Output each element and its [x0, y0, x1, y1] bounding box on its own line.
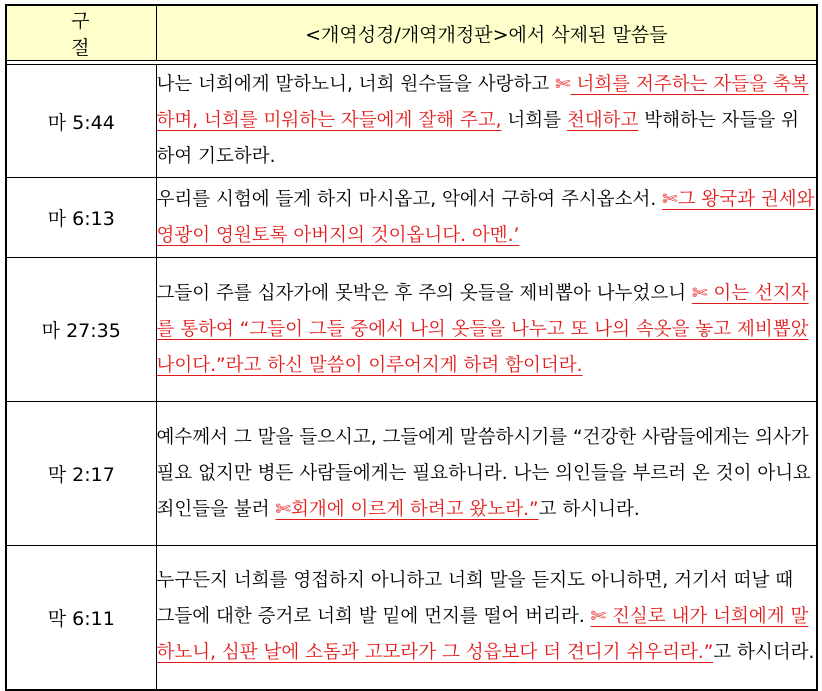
table-row: [6, 65, 817, 178]
verse-ref: 마 5:44: [6, 65, 156, 178]
verse-text: [156, 65, 817, 178]
verse-text-kept: 누구든지 너희를 영접하지 아니하고 너희 말을 듣지도 아니하면, 거기서 떠날 때 그들에 대한 증거로 너희 발 밑에 먼지를 떨어 버리라.: [156, 570, 794, 628]
scissors-icon: ✄: [691, 282, 708, 304]
verse-text-kept: 예수께서 그 말을 들으시고, 그들에게 말씀하시기를 “건강한 사람들에게는 의사가 필요 없지만 병든 사람들에게는 필요하니라. 나는 의인들을 부르러 온 것이 아니요 죄인들을 불러: [156, 426, 811, 520]
table-row: [6, 546, 817, 690]
verse-text-kept: 너희를: [501, 110, 567, 131]
verse-text-kept: 나는 너희에게 말하노니, 너희 원수들을 사랑하고: [156, 74, 556, 95]
scissors-icon: ✄: [662, 188, 678, 210]
content-column-header: <개역성경/개역개정판>에서 삭제된 말씀들: [156, 5, 817, 61]
scissors-icon: ✄: [275, 498, 292, 520]
verse-text-deleted: 천대하고: [566, 110, 639, 131]
verse-text-deleted: [276, 499, 539, 520]
verse-text-kept: 우리를 시험에 들게 하지 마시옵고, 악에서 구하여 주시옵소서.: [156, 188, 663, 210]
verse-ref: 막 2:17: [6, 402, 156, 546]
verse-ref: 마 6:13: [6, 178, 156, 258]
scissors-icon: ✄: [590, 606, 607, 628]
verse-text: [156, 178, 817, 258]
verse-text: [156, 402, 817, 546]
table-row: [6, 178, 817, 258]
table-row: [6, 258, 817, 402]
verse-text-deleted: 너희를 저주하는 자들을 축복하며, 너희를 미워하는 자들에게 잘해 주고,: [156, 74, 809, 131]
verse-text-deleted-body: 회개에 이르게 하려고 왔노라.”: [291, 498, 539, 520]
verse-text-deleted-body: 진실로 내가 너희에게 말하노니, 심판 날에 소돔과 고모라가 그 성읍보다 더 견디기 쉬우리라.”: [156, 606, 809, 664]
table-header-row: [6, 5, 817, 61]
verse-text-deleted-body: 그 왕국과 권세와 영광이 영원토록 아버지의 것이옵니다. 아멘.’: [156, 188, 815, 246]
verse-text-kept: 고 하시더라.: [713, 642, 815, 664]
verse-text-kept: 박해하는 자들을 위하여 기도하라.: [156, 110, 799, 167]
verse-text-deleted-body: 이는 선지자를 통하여 “그들이 그들 중에서 나의 옷들을 나누고 또 나의 속옷을 놓고 제비뽑았나이다.”라고 하신 말씀이 이루어지게 하려 함이더라.: [156, 282, 809, 376]
verse-text: [156, 258, 817, 402]
ref-column-header: 구 절: [6, 5, 156, 61]
verse-text-kept: 고 하시니라.: [538, 498, 640, 520]
scissors-icon: ✄: [555, 74, 571, 95]
verse-ref: 막 6:11: [6, 546, 156, 690]
verse-text: [156, 546, 817, 690]
verse-text-kept: 그들이 주를 십자가에 못박은 후 주의 옷들을 제비뽑아 나누었으니: [156, 282, 692, 304]
verse-ref: 마 27:35: [6, 258, 156, 402]
deleted-verses-table: [5, 4, 818, 691]
table-row: [6, 402, 817, 546]
